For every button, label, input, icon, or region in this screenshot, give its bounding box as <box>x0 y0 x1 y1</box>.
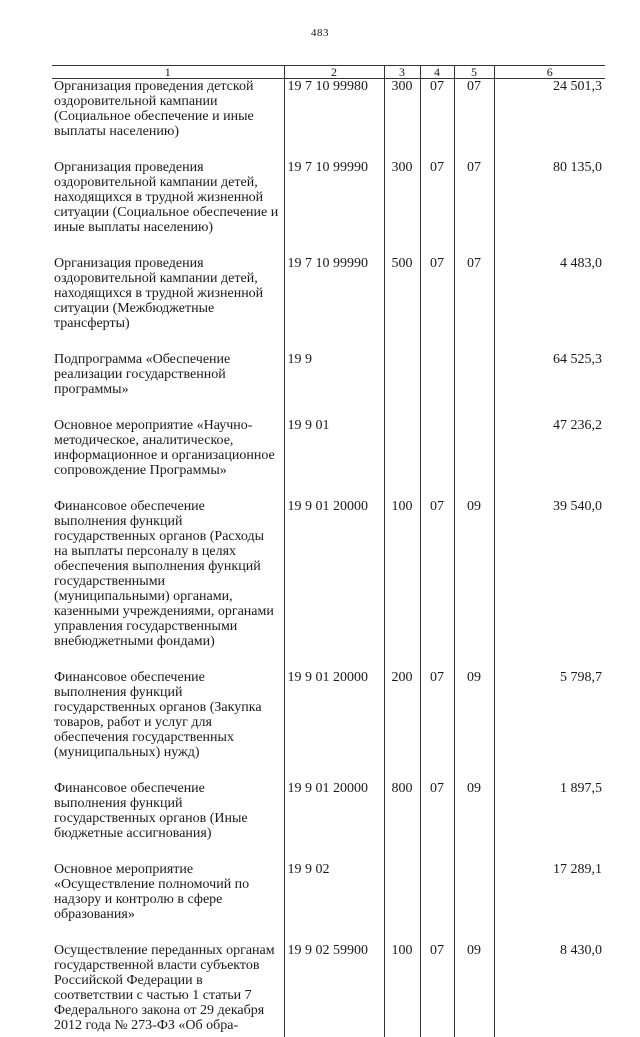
row-name: Финансовое обеспечение выполнения функций государственных органов (Закупка товаров, работ и услуг для обеспечения государственных (муниципальных) нужд) <box>54 670 262 760</box>
table-row <box>52 781 605 862</box>
table-row <box>52 943 605 1037</box>
row-vr <box>384 418 420 499</box>
row-vr: 300 <box>384 79 420 161</box>
row-vr: 200 <box>384 670 420 781</box>
row-amount: 64 525,3 <box>494 352 605 418</box>
row-code: 19 9 01 20000 <box>284 670 384 781</box>
row-pr: 09 <box>454 499 494 670</box>
table-row <box>52 352 605 418</box>
row-code: 19 7 10 99990 <box>284 256 384 352</box>
row-rz <box>420 862 454 943</box>
row-amount: 39 540,0 <box>494 499 605 670</box>
row-name: Финансовое обеспечение выполнения функций государственных органов (Расходы на выплаты персоналу в целях обеспечения выполнения функций государственными (муниципальными) органами, казенными учреждениями, органами управления государственными внебюджетными фондами) <box>54 499 274 649</box>
header-col-4: 4 <box>420 66 454 79</box>
table-row <box>52 499 605 670</box>
row-vr: 300 <box>384 160 420 256</box>
row-rz: 07 <box>420 670 454 781</box>
row-code: 19 7 10 99980 <box>284 79 384 161</box>
table-row <box>52 160 605 256</box>
row-amount: 17 289,1 <box>494 862 605 943</box>
row-pr: 09 <box>454 781 494 862</box>
row-amount: 5 798,7 <box>494 670 605 781</box>
row-name: Организация проведения детской оздоровительной кампании (Социальное обеспечение и иные выплаты населению) <box>54 79 254 139</box>
row-pr: 07 <box>454 79 494 161</box>
header-col-6: 6 <box>494 66 605 79</box>
table-row <box>52 862 605 943</box>
row-code: 19 9 01 20000 <box>284 781 384 862</box>
row-pr: 07 <box>454 256 494 352</box>
row-name: Основное мероприятие «Научно-методическое, аналитическое, информационное и организационное сопровождение Программы» <box>54 418 275 478</box>
row-rz: 07 <box>420 256 454 352</box>
row-amount: 80 135,0 <box>494 160 605 256</box>
row-rz: 07 <box>420 160 454 256</box>
row-rz <box>420 418 454 499</box>
row-pr <box>454 352 494 418</box>
row-code: 19 9 02 <box>284 862 384 943</box>
page-number: 483 <box>311 27 329 39</box>
row-vr <box>384 862 420 943</box>
row-name: Подпрограмма «Обеспечение реализации государственной программы» <box>54 352 231 397</box>
row-code: 19 9 01 20000 <box>284 499 384 670</box>
row-code: 19 9 <box>284 352 384 418</box>
row-pr: 07 <box>454 160 494 256</box>
row-code: 19 9 01 <box>284 418 384 499</box>
row-vr: 100 <box>384 943 420 1037</box>
table-row <box>52 670 605 781</box>
row-vr: 100 <box>384 499 420 670</box>
row-pr: 09 <box>454 943 494 1037</box>
row-name: Организация проведения оздоровительной кампании детей, находящихся в трудной жизненной ситуации (Социальное обеспечение и иные выплаты населению) <box>54 160 279 235</box>
row-vr: 800 <box>384 781 420 862</box>
header-col-3: 3 <box>384 66 420 79</box>
row-code: 19 7 10 99990 <box>284 160 384 256</box>
row-vr <box>384 352 420 418</box>
row-rz: 07 <box>420 943 454 1037</box>
header-col-5: 5 <box>454 66 494 79</box>
row-pr: 09 <box>454 670 494 781</box>
table-row <box>52 418 605 499</box>
table-row <box>52 79 605 161</box>
row-vr: 500 <box>384 256 420 352</box>
budget-table <box>52 65 605 1037</box>
row-code: 19 9 02 59900 <box>284 943 384 1037</box>
row-rz: 07 <box>420 499 454 670</box>
row-amount: 47 236,2 <box>494 418 605 499</box>
row-name: Осуществление переданных органам государственной власти субъектов Российской Федерации в соответствии с частью 1 статьи 7 Федерального закона от 29 декабря 2012 года № 273-ФЗ «Об обра- <box>54 943 275 1033</box>
row-pr <box>454 418 494 499</box>
row-pr <box>454 862 494 943</box>
row-amount: 8 430,0 <box>494 943 605 1037</box>
row-name: Организация проведения оздоровительной кампании детей, находящихся в трудной жизненной ситуации (Межбюджетные трансферты) <box>54 256 264 331</box>
row-rz: 07 <box>420 79 454 161</box>
header-row <box>52 66 605 79</box>
table-row <box>52 256 605 352</box>
row-rz <box>420 352 454 418</box>
row-amount: 4 483,0 <box>494 256 605 352</box>
row-rz: 07 <box>420 781 454 862</box>
header-col-1: 1 <box>52 66 284 79</box>
row-name: Основное мероприятие «Осуществление полномочий по надзору и контролю в сфере образования» <box>54 862 250 922</box>
row-name: Финансовое обеспечение выполнения функций государственных органов (Иные бюджетные ассигнования) <box>54 781 248 841</box>
row-amount: 24 501,3 <box>494 79 605 161</box>
header-col-2: 2 <box>284 66 384 79</box>
row-amount: 1 897,5 <box>494 781 605 862</box>
